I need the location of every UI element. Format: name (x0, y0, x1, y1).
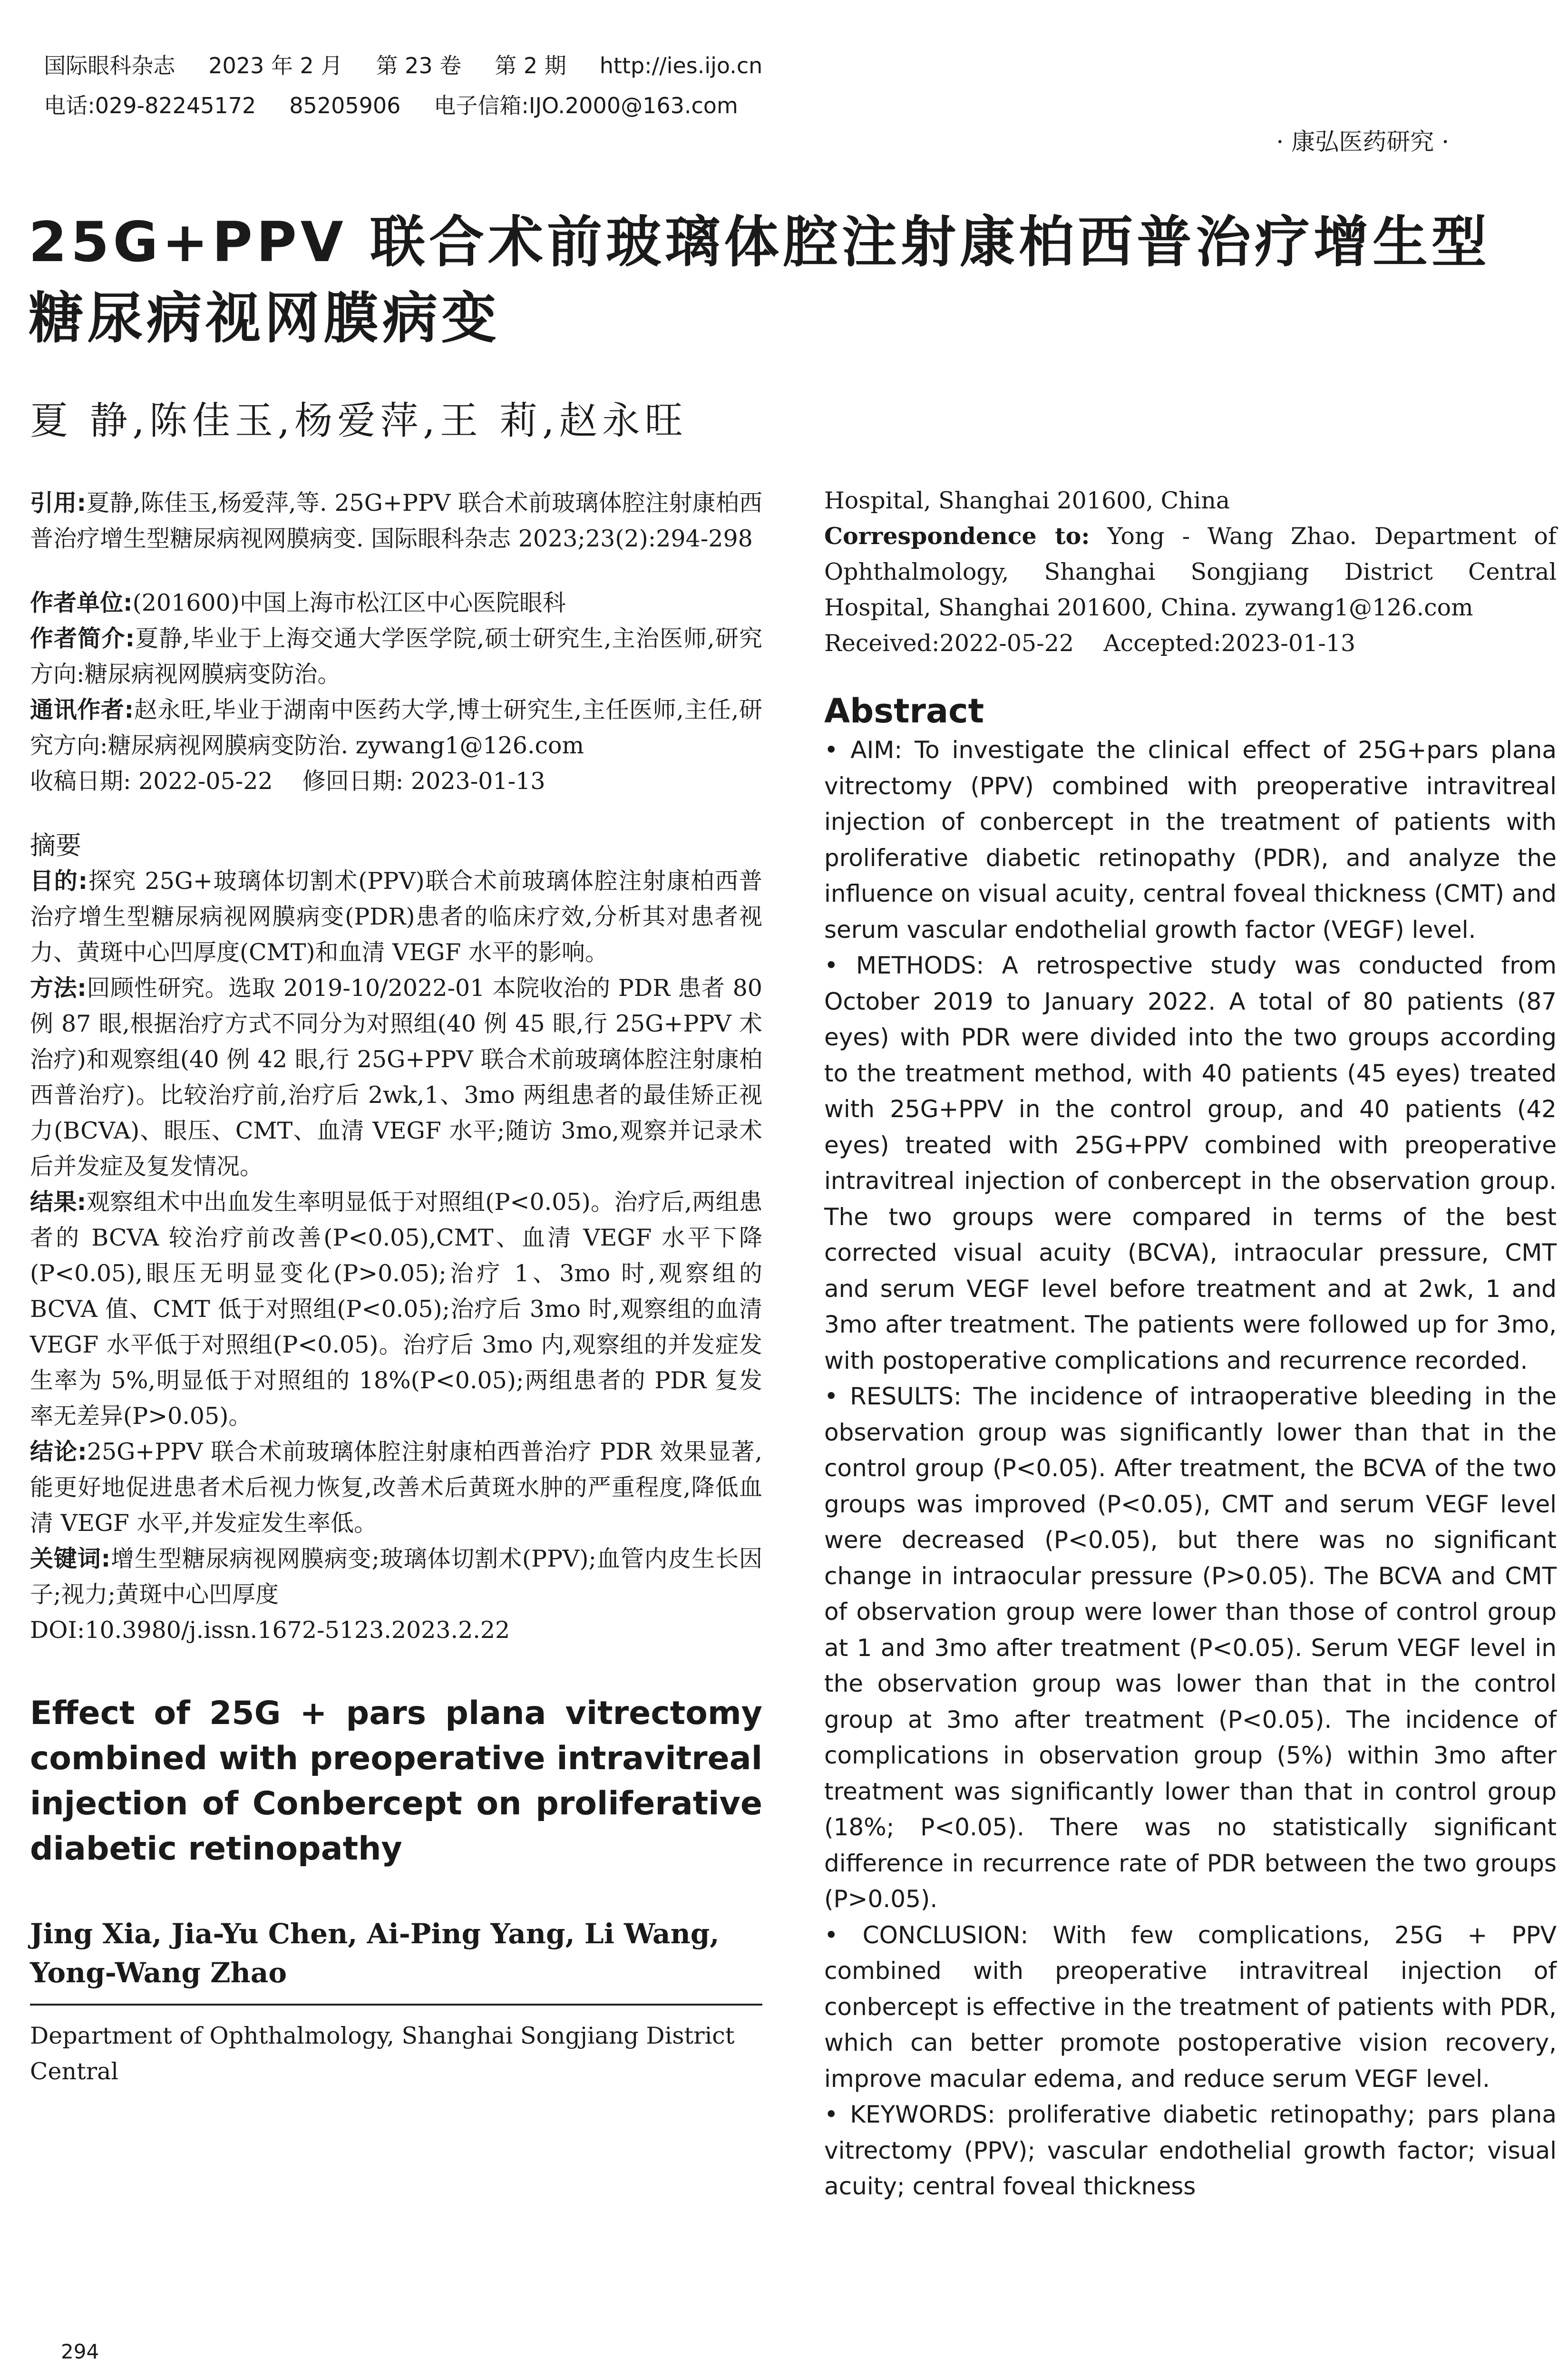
author-intro-text: 夏静,毕业于上海交通大学医学院,硕士研究生,主治医师,研究方向:糖尿病视网膜病变防治。 (30, 625, 762, 688)
page-number: 294 (61, 2340, 99, 2363)
keywords-cn (30, 1541, 762, 1612)
citation-label: 引用: (30, 489, 87, 516)
methods-label: 方法: (30, 974, 87, 1002)
dates: 收稿日期: 2022-05-22 修回日期: 2023-01-13 (30, 768, 545, 795)
citation-text: 夏静,陈佳玉,杨爱萍,等. 25G+PPV 联合术前玻璃体腔注射康柏西普治疗增生型糖尿病视网膜病变. 国际眼科杂志 2023;23(2):294-298 (30, 489, 762, 552)
methods-cn (30, 970, 762, 1184)
conclusion-label: 结论: (30, 1438, 87, 1465)
aim-label: 目的: (30, 867, 88, 895)
abstract-heading-cn: 摘要 (30, 830, 81, 860)
corresponding-author-label: 通讯作者: (30, 696, 134, 723)
results-en: • RESULTS: The incidence of intraoperative bleeding in the observation group was significantly lower than that in the control group (P<0.05). After treatment, the BCVA of the two groups was improved (P<0.05), CMT and serum VEGF level were decreased (P<0.05), but there was no significant change in intraocular pressure (P>0.05). The BCVA and CMT of observation group were lower than those of control group at 1 and 3mo after treatment (P<0.05). Serum VEGF level in the observation group was lower than that in the control group at 3mo after treatment (P<0.05). The incidence of complications in observation group (5%) within 3mo after treatment was significantly lower than that in control group (18%; P<0.05). There was no statistically significant difference in recurrence rate of PDR between the two groups (P>0.05). (824, 1383, 1557, 1913)
divider (30, 2004, 762, 2006)
correspondence-text: Yong - Wang Zhao. Department of Ophthalmology, Shanghai Songjiang District Central Hospital, Shanghai 201600, China. zywang1@126.com (824, 523, 1557, 621)
correspondence-label: Correspondence to: (824, 522, 1090, 550)
author-unit (30, 585, 762, 621)
affiliation-en-cont: Hospital, Shanghai 201600, China (824, 487, 1230, 514)
author-intro-label: 作者简介: (30, 625, 135, 652)
authors-en: Jing Xia, Jia-Yu Chen, Ai-Ping Yang, Li Wang, Yong-Wang Zhao (30, 1918, 720, 1989)
methods-text: 回顾性研究。选取 2019-10/2022-01 本院收治的 PDR 患者 80 例 87 眼,根据治疗方式不同分为对照组(40 例 45 眼,行 25G+PPV 术治疗)和观察组(40 例 42 眼,行 25G+PPV 联合术前玻璃体腔注射康柏西普治疗)。比较治疗前,治疗后 2wk,1、3mo 两组患者的最佳矫正视力(BCVA)、眼压、CMT、血清 VEGF 水平;随访 3mo,观察并记录术后并发症及复发情况。 (30, 974, 762, 1180)
issue-date: 2023 年 2 月 (208, 53, 343, 78)
corresponding-author-text: 赵永旺,毕业于湖南中医药大学,博士研究生,主任医师,主任,研究方向:糖尿病视网膜病变防治. zywang1@126.com (30, 696, 762, 759)
aim-text: 探究 25G+玻璃体切割术(PPV)联合术前玻璃体腔注射康柏西普治疗增生型糖尿病视网膜病变(PDR)患者的临床疗效,分析其对患者视力、黄斑中心凹厚度(CMT)和血清 VEGF 水平的影响。 (30, 867, 762, 966)
right-column (824, 483, 1557, 2205)
received-accepted: Received:2022-05-22 Accepted:2023-01-13 (824, 630, 1356, 657)
author-unit-text: (201600)中国上海市松江区中心医院眼科 (132, 589, 566, 616)
corresponding-author (30, 692, 762, 763)
correspondence-en (824, 518, 1557, 625)
keywords-text: 增生型糖尿病视网膜病变;玻璃体切割术(PPV);血管内皮生长因子;视力;黄斑中心凹厚度 (30, 1545, 762, 1608)
results-text: 观察组术中出血发生率明显低于对照组(P<0.05)。治疗后,两组患者的 BCVA 较治疗前改善(P<0.05),CMT、血清 VEGF 水平下降(P<0.05),眼压无明显变化(P>0.05);治疗 1、3mo 时,观察组的 BCVA 值、CMT 低于对照组(P<0.05);治疗后 3mo 时,观察组的血清 VEGF 水平低于对照组(P<0.05)。治疗后 3mo 内,观察组的并发症发生率为 5%,明显低于对照组的 18%(P<0.05);两组患者的 PDR 复发率无差异(P>0.05)。 (30, 1188, 762, 1430)
aim-cn (30, 863, 762, 970)
section-tag: · 康弘医药研究 · (1276, 128, 1449, 156)
journal-header-line2 (30, 63, 771, 120)
conclusion-text: 25G+PPV 联合术前玻璃体腔注射康柏西普治疗 PDR 效果显著,能更好地促进患者术后视力恢复,改善术后黄斑水肿的严重程度,降低血清 VEGF 水平,并发症发生率低。 (30, 1438, 762, 1537)
author-unit-label: 作者单位: (30, 589, 133, 616)
article-title-en: Effect of 25G + pars plana vitrectomy combined with preoperative intravitreal injection of Conbercept on proliferative diabetic retinopathy (30, 1695, 762, 1868)
journal-name: 国际眼科杂志 (44, 53, 175, 78)
citation (30, 485, 762, 556)
abstract-heading-en: Abstract (824, 692, 984, 731)
doi[interactable]: DOI:10.3980/j.issn.1672-5123.2023.2.22 (30, 1617, 510, 1644)
issue-number: 第 2 期 (495, 53, 566, 78)
left-column (30, 485, 762, 2089)
article-title-cn: 25G+PPV 联合术前玻璃体腔注射康柏西普治疗增生型糖尿病视网膜病变 (29, 210, 1491, 351)
aim-en: • AIM: To investigate the clinical effect of 25G+pars plana vitrectomy (PPV) combined with preoperative intravitreal injection of conbercept in the treatment of patients with proliferative diabetic retinopathy (PDR), and analyze the influence on visual acuity, central foveal thickness (CMT) and serum vascular endothelial growth factor (VEGF) level. (824, 736, 1557, 944)
conclusion-cn (30, 1434, 762, 1541)
journal-url[interactable]: http://ies.ijo.cn (599, 53, 763, 78)
authors-cn: 夏 静,陈佳玉,杨爱萍,王 莉,赵永旺 (30, 399, 688, 443)
email[interactable]: 电子信箱:IJO.2000@163.com (434, 93, 738, 118)
conclusion-en: • CONCLUSION: With few complications, 25G + PPV combined with preoperative intravitreal injection of conbercept is effective in the treatment of patients with PDR, which can better promote postoperative vision recovery, improve macular edema, and reduce serum VEGF level. (824, 1921, 1557, 2093)
volume: 第 23 卷 (376, 53, 462, 78)
keywords-en: • KEYWORDS: proliferative diabetic retinopathy; pars plana vitrectomy (PPV); vascular endothelial growth factor; visual acuity; central foveal thickness (824, 2101, 1557, 2200)
phone: 电话:029-82245172 (44, 93, 256, 118)
keywords-label: 关键词: (30, 1545, 111, 1572)
affiliation-en: Department of Ophthalmology, Shanghai Songjiang District Central (30, 2022, 735, 2085)
results-cn (30, 1184, 762, 1434)
results-label: 结果: (30, 1188, 87, 1216)
phone-2: 85205906 (289, 93, 401, 118)
methods-en: • METHODS: A retrospective study was conducted from October 2019 to January 2022. A total of 80 patients (87 eyes) with PDR were divided into the two groups according to the treatment method, with 40 patients (45 eyes) treated with 25G+PPV in the control group, and 40 patients (42 eyes) treated with 25G+PPV combined with preoperative intravitreal injection of conbercept in the observation group. The two groups were compared in terms of the best corrected visual acuity (BCVA), intraocular pressure, CMT and serum VEGF level before treatment and at 2wk, 1 and 3mo after treatment. The patients were followed up for 3mo, with postoperative complications and recurrence recorded. (824, 952, 1557, 1374)
author-intro (30, 621, 762, 692)
